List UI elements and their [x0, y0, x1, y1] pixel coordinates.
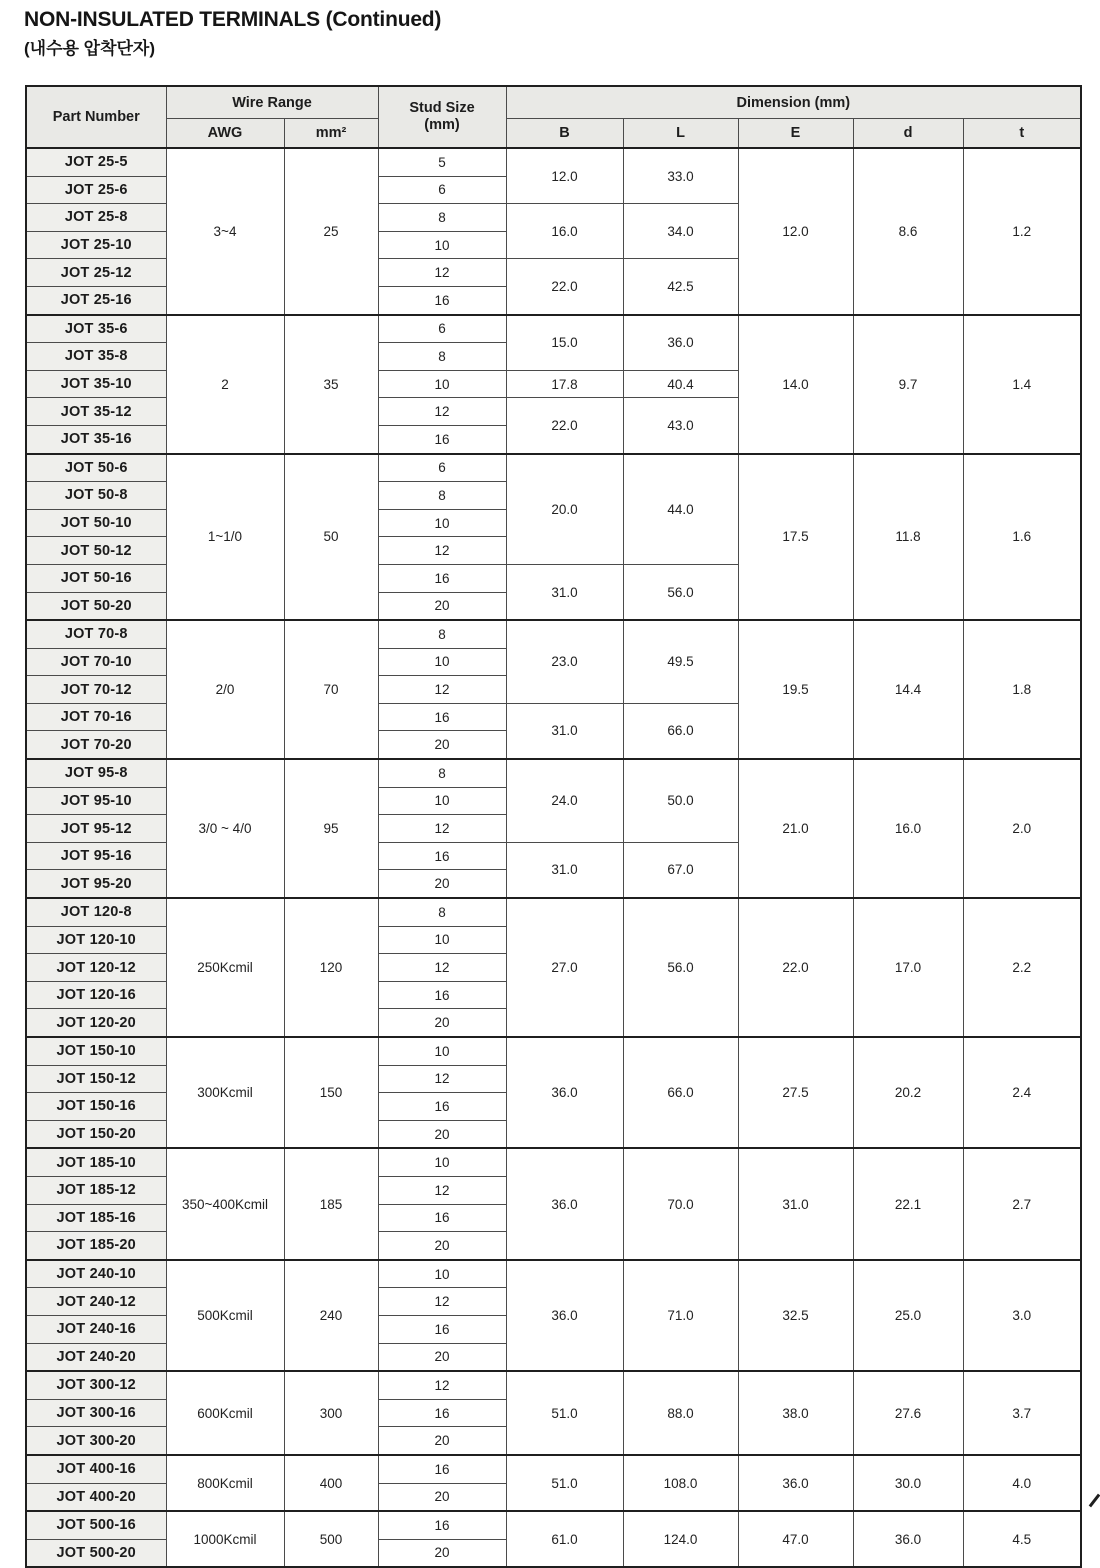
stud-size-cell: 16: [378, 1511, 506, 1539]
dim-t-cell: 4.0: [963, 1455, 1081, 1511]
stud-size-cell: 12: [378, 676, 506, 704]
corner-mark: [1089, 1494, 1100, 1508]
dim-l-cell: 66.0: [623, 1037, 738, 1148]
dim-b-cell: 24.0: [506, 759, 623, 842]
stud-size-cell: 6: [378, 176, 506, 204]
dim-l-cell: 66.0: [623, 703, 738, 759]
part-number-cell: JOT 35-6: [26, 315, 166, 343]
dim-l-cell: 50.0: [623, 759, 738, 842]
stud-size-cell: 5: [378, 148, 506, 176]
stud-size-cell: 20: [378, 1232, 506, 1260]
dim-l-cell: 67.0: [623, 842, 738, 898]
dim-b-cell: 12.0: [506, 148, 623, 204]
part-number-cell: JOT 185-10: [26, 1148, 166, 1176]
part-number-cell: JOT 50-16: [26, 564, 166, 592]
dim-b-cell: 23.0: [506, 620, 623, 703]
dim-e-cell: 14.0: [738, 315, 853, 454]
dim-l-cell: 42.5: [623, 259, 738, 315]
awg-cell: 3/0 ~ 4/0: [166, 759, 284, 898]
dim-l-cell: 34.0: [623, 204, 738, 259]
table-header: [26, 86, 1081, 148]
stud-size-cell: 8: [378, 343, 506, 371]
mm2-cell: 185: [284, 1148, 378, 1259]
awg-cell: 800Kcmil: [166, 1455, 284, 1511]
header-dimension: Dimension (mm): [506, 86, 1081, 119]
part-number-cell: JOT 120-20: [26, 1009, 166, 1037]
stud-size-cell: 6: [378, 315, 506, 343]
part-number-cell: JOT 500-20: [26, 1539, 166, 1567]
stud-size-cell: 16: [378, 564, 506, 592]
part-number-cell: JOT 300-16: [26, 1399, 166, 1427]
dim-e-cell: 47.0: [738, 1511, 853, 1567]
stud-size-cell: 16: [378, 1399, 506, 1427]
dim-b-cell: 22.0: [506, 398, 623, 454]
stud-size-cell: 20: [378, 1427, 506, 1455]
header-mm2: mm²: [284, 119, 378, 149]
stud-size-cell: 20: [378, 1539, 506, 1567]
dim-e-cell: 27.5: [738, 1037, 853, 1148]
stud-size-cell: 10: [378, 1148, 506, 1176]
stud-size-cell: 12: [378, 954, 506, 982]
table-row: [26, 1455, 1081, 1483]
mm2-cell: 300: [284, 1371, 378, 1455]
stud-size-cell: 16: [378, 842, 506, 870]
dim-l-cell: 124.0: [623, 1511, 738, 1567]
mm2-cell: 35: [284, 315, 378, 454]
table-row: [26, 1037, 1081, 1065]
dim-b-cell: 36.0: [506, 1260, 623, 1371]
header-dim-E: E: [738, 119, 853, 149]
stud-size-cell: 10: [378, 1260, 506, 1288]
part-number-cell: JOT 120-12: [26, 954, 166, 982]
dim-l-cell: 56.0: [623, 564, 738, 620]
stud-size-cell: 20: [378, 1483, 506, 1511]
dim-d-cell: 11.8: [853, 454, 963, 621]
dim-l-cell: 49.5: [623, 620, 738, 703]
dim-d-cell: 14.4: [853, 620, 963, 759]
dim-l-cell: 108.0: [623, 1455, 738, 1511]
stud-size-cell: 16: [378, 1093, 506, 1121]
part-number-cell: JOT 25-6: [26, 176, 166, 204]
stud-size-cell: 12: [378, 815, 506, 843]
part-number-cell: JOT 35-10: [26, 370, 166, 398]
part-number-cell: JOT 25-5: [26, 148, 166, 176]
awg-cell: 250Kcmil: [166, 898, 284, 1037]
table-row: [26, 759, 1081, 787]
awg-cell: 500Kcmil: [166, 1260, 284, 1371]
dim-d-cell: 16.0: [853, 759, 963, 898]
dim-l-cell: 70.0: [623, 1148, 738, 1259]
dim-d-cell: 20.2: [853, 1037, 963, 1148]
stud-size-cell: 12: [378, 1371, 506, 1399]
page-title: NON-INSULATED TERMINALS (Continued): [24, 8, 442, 31]
part-number-cell: JOT 240-10: [26, 1260, 166, 1288]
dim-b-cell: 31.0: [506, 703, 623, 759]
dim-l-cell: 36.0: [623, 315, 738, 371]
part-number-cell: JOT 25-8: [26, 204, 166, 232]
part-number-cell: JOT 25-12: [26, 259, 166, 287]
dim-l-cell: 40.4: [623, 370, 738, 398]
dim-d-cell: 30.0: [853, 1455, 963, 1511]
mm2-cell: 240: [284, 1260, 378, 1371]
table-row: [26, 315, 1081, 343]
mm2-cell: 25: [284, 148, 378, 315]
part-number-cell: JOT 240-20: [26, 1343, 166, 1371]
table-row: [26, 148, 1081, 176]
stud-size-cell: 6: [378, 454, 506, 482]
stud-size-cell: 10: [378, 787, 506, 815]
header-wire-range: Wire Range: [166, 86, 378, 119]
dim-e-cell: 17.5: [738, 454, 853, 621]
dim-t-cell: 2.4: [963, 1037, 1081, 1148]
stud-size-cell: 12: [378, 537, 506, 565]
dim-t-cell: 2.0: [963, 759, 1081, 898]
header-part-number: Part Number: [26, 86, 166, 148]
part-number-cell: JOT 50-10: [26, 509, 166, 537]
stud-size-cell: 8: [378, 482, 506, 510]
part-number-cell: JOT 50-12: [26, 537, 166, 565]
part-number-cell: JOT 95-16: [26, 842, 166, 870]
mm2-cell: 120: [284, 898, 378, 1037]
awg-cell: 600Kcmil: [166, 1371, 284, 1455]
stud-size-cell: 20: [378, 870, 506, 898]
part-number-cell: JOT 70-8: [26, 620, 166, 648]
header-stud-size-line1: Stud Size: [409, 100, 475, 117]
dim-t-cell: 2.7: [963, 1148, 1081, 1259]
part-number-cell: JOT 120-8: [26, 898, 166, 926]
part-number-cell: JOT 50-20: [26, 592, 166, 620]
header-dim-t: t: [963, 119, 1081, 149]
awg-cell: 300Kcmil: [166, 1037, 284, 1148]
part-number-cell: JOT 185-20: [26, 1232, 166, 1260]
dim-b-cell: 31.0: [506, 564, 623, 620]
stud-size-cell: 12: [378, 259, 506, 287]
stud-size-cell: 12: [378, 1288, 506, 1316]
dim-b-cell: 51.0: [506, 1455, 623, 1511]
stud-size-cell: 12: [378, 398, 506, 426]
page-subtitle: (내수용 압착단자): [24, 39, 155, 58]
mm2-cell: 500: [284, 1511, 378, 1567]
header-dim-L: L: [623, 119, 738, 149]
part-number-cell: JOT 35-12: [26, 398, 166, 426]
dim-l-cell: 33.0: [623, 148, 738, 204]
dim-d-cell: 8.6: [853, 148, 963, 315]
stud-size-cell: 16: [378, 1315, 506, 1343]
part-number-cell: JOT 185-16: [26, 1204, 166, 1232]
dim-t-cell: 1.4: [963, 315, 1081, 454]
part-number-cell: JOT 25-10: [26, 231, 166, 259]
awg-cell: 2: [166, 315, 284, 454]
dim-e-cell: 12.0: [738, 148, 853, 315]
table-row: [26, 1511, 1081, 1539]
stud-size-cell: 12: [378, 1176, 506, 1204]
awg-cell: 3~4: [166, 148, 284, 315]
part-number-cell: JOT 35-8: [26, 343, 166, 371]
mm2-cell: 50: [284, 454, 378, 621]
part-number-cell: JOT 150-16: [26, 1093, 166, 1121]
part-number-cell: JOT 50-8: [26, 482, 166, 510]
stud-size-cell: 10: [378, 231, 506, 259]
stud-size-cell: 16: [378, 1204, 506, 1232]
part-number-cell: JOT 95-8: [26, 759, 166, 787]
stud-size-cell: 8: [378, 898, 506, 926]
dim-e-cell: 21.0: [738, 759, 853, 898]
dim-d-cell: 9.7: [853, 315, 963, 454]
part-number-cell: JOT 400-20: [26, 1483, 166, 1511]
part-number-cell: JOT 150-10: [26, 1037, 166, 1065]
header-dim-B: B: [506, 119, 623, 149]
part-number-cell: JOT 400-16: [26, 1455, 166, 1483]
table-row: [26, 454, 1081, 482]
part-number-cell: JOT 70-20: [26, 731, 166, 759]
part-number-cell: JOT 70-16: [26, 703, 166, 731]
dim-d-cell: 27.6: [853, 1371, 963, 1455]
part-number-cell: JOT 95-12: [26, 815, 166, 843]
part-number-cell: JOT 150-12: [26, 1065, 166, 1093]
part-number-cell: JOT 50-6: [26, 454, 166, 482]
stud-size-cell: 8: [378, 759, 506, 787]
dim-d-cell: 17.0: [853, 898, 963, 1037]
stud-size-cell: 8: [378, 620, 506, 648]
dim-b-cell: 61.0: [506, 1511, 623, 1567]
mm2-cell: 150: [284, 1037, 378, 1148]
table-row: [26, 620, 1081, 648]
stud-size-cell: 20: [378, 1120, 506, 1148]
stud-size-cell: 12: [378, 1065, 506, 1093]
dim-e-cell: 38.0: [738, 1371, 853, 1455]
table-row: [26, 1371, 1081, 1399]
dim-l-cell: 43.0: [623, 398, 738, 454]
header-stud-size: [378, 86, 506, 148]
part-number-cell: JOT 500-16: [26, 1511, 166, 1539]
part-number-cell: JOT 240-16: [26, 1315, 166, 1343]
table-row: [26, 1260, 1081, 1288]
mm2-cell: 95: [284, 759, 378, 898]
dim-d-cell: 22.1: [853, 1148, 963, 1259]
dim-t-cell: 1.6: [963, 454, 1081, 621]
part-number-cell: JOT 70-12: [26, 676, 166, 704]
dim-b-cell: 51.0: [506, 1371, 623, 1455]
part-number-cell: JOT 95-20: [26, 870, 166, 898]
awg-cell: 2/0: [166, 620, 284, 759]
part-number-cell: JOT 150-20: [26, 1120, 166, 1148]
dim-b-cell: 27.0: [506, 898, 623, 1037]
part-number-cell: JOT 120-10: [26, 926, 166, 954]
mm2-cell: 70: [284, 620, 378, 759]
stud-size-cell: 10: [378, 1037, 506, 1065]
stud-size-cell: 20: [378, 1009, 506, 1037]
dim-d-cell: 25.0: [853, 1260, 963, 1371]
dim-t-cell: 4.5: [963, 1511, 1081, 1567]
header-awg: AWG: [166, 119, 284, 149]
header-stud-size-line2: (mm): [424, 117, 460, 133]
stud-size-cell: 10: [378, 648, 506, 676]
stud-size-cell: 16: [378, 703, 506, 731]
dim-b-cell: 17.8: [506, 370, 623, 398]
dim-e-cell: 22.0: [738, 898, 853, 1037]
part-number-cell: JOT 300-20: [26, 1427, 166, 1455]
stud-size-cell: 10: [378, 509, 506, 537]
table-row: [26, 1148, 1081, 1176]
stud-size-cell: 20: [378, 592, 506, 620]
part-number-cell: JOT 120-16: [26, 981, 166, 1009]
stud-size-cell: 16: [378, 981, 506, 1009]
dim-b-cell: 16.0: [506, 204, 623, 259]
table-body: [26, 148, 1081, 1567]
awg-cell: 350~400Kcmil: [166, 1148, 284, 1259]
stud-size-cell: 16: [378, 286, 506, 314]
part-number-cell: JOT 35-16: [26, 425, 166, 453]
dim-b-cell: 36.0: [506, 1037, 623, 1148]
part-number-cell: JOT 300-12: [26, 1371, 166, 1399]
header-dim-d: d: [853, 119, 963, 149]
dim-d-cell: 36.0: [853, 1511, 963, 1567]
part-number-cell: JOT 70-10: [26, 648, 166, 676]
table-row: [26, 898, 1081, 926]
awg-cell: 1000Kcmil: [166, 1511, 284, 1567]
dim-l-cell: 88.0: [623, 1371, 738, 1455]
dim-b-cell: 22.0: [506, 259, 623, 315]
stud-size-cell: 10: [378, 926, 506, 954]
dim-l-cell: 44.0: [623, 454, 738, 565]
dim-l-cell: 71.0: [623, 1260, 738, 1371]
dim-e-cell: 31.0: [738, 1148, 853, 1259]
dim-b-cell: 36.0: [506, 1148, 623, 1259]
stud-size-cell: 16: [378, 1455, 506, 1483]
awg-cell: 1~1/0: [166, 454, 284, 621]
stud-size-cell: 10: [378, 370, 506, 398]
dim-t-cell: 1.2: [963, 148, 1081, 315]
dim-b-cell: 20.0: [506, 454, 623, 565]
dim-e-cell: 36.0: [738, 1455, 853, 1511]
stud-size-cell: 8: [378, 204, 506, 232]
terminals-table: [25, 85, 1082, 1568]
stud-size-cell: 16: [378, 425, 506, 453]
dim-t-cell: 3.0: [963, 1260, 1081, 1371]
dim-e-cell: 19.5: [738, 620, 853, 759]
dim-b-cell: 31.0: [506, 842, 623, 898]
part-number-cell: JOT 95-10: [26, 787, 166, 815]
mm2-cell: 400: [284, 1455, 378, 1511]
dim-t-cell: 2.2: [963, 898, 1081, 1037]
dim-b-cell: 15.0: [506, 315, 623, 371]
dim-l-cell: 56.0: [623, 898, 738, 1037]
dim-t-cell: 3.7: [963, 1371, 1081, 1455]
stud-size-cell: 20: [378, 731, 506, 759]
part-number-cell: JOT 185-12: [26, 1176, 166, 1204]
stud-size-cell: 20: [378, 1343, 506, 1371]
dim-t-cell: 1.8: [963, 620, 1081, 759]
part-number-cell: JOT 25-16: [26, 286, 166, 314]
part-number-cell: JOT 240-12: [26, 1288, 166, 1316]
dim-e-cell: 32.5: [738, 1260, 853, 1371]
